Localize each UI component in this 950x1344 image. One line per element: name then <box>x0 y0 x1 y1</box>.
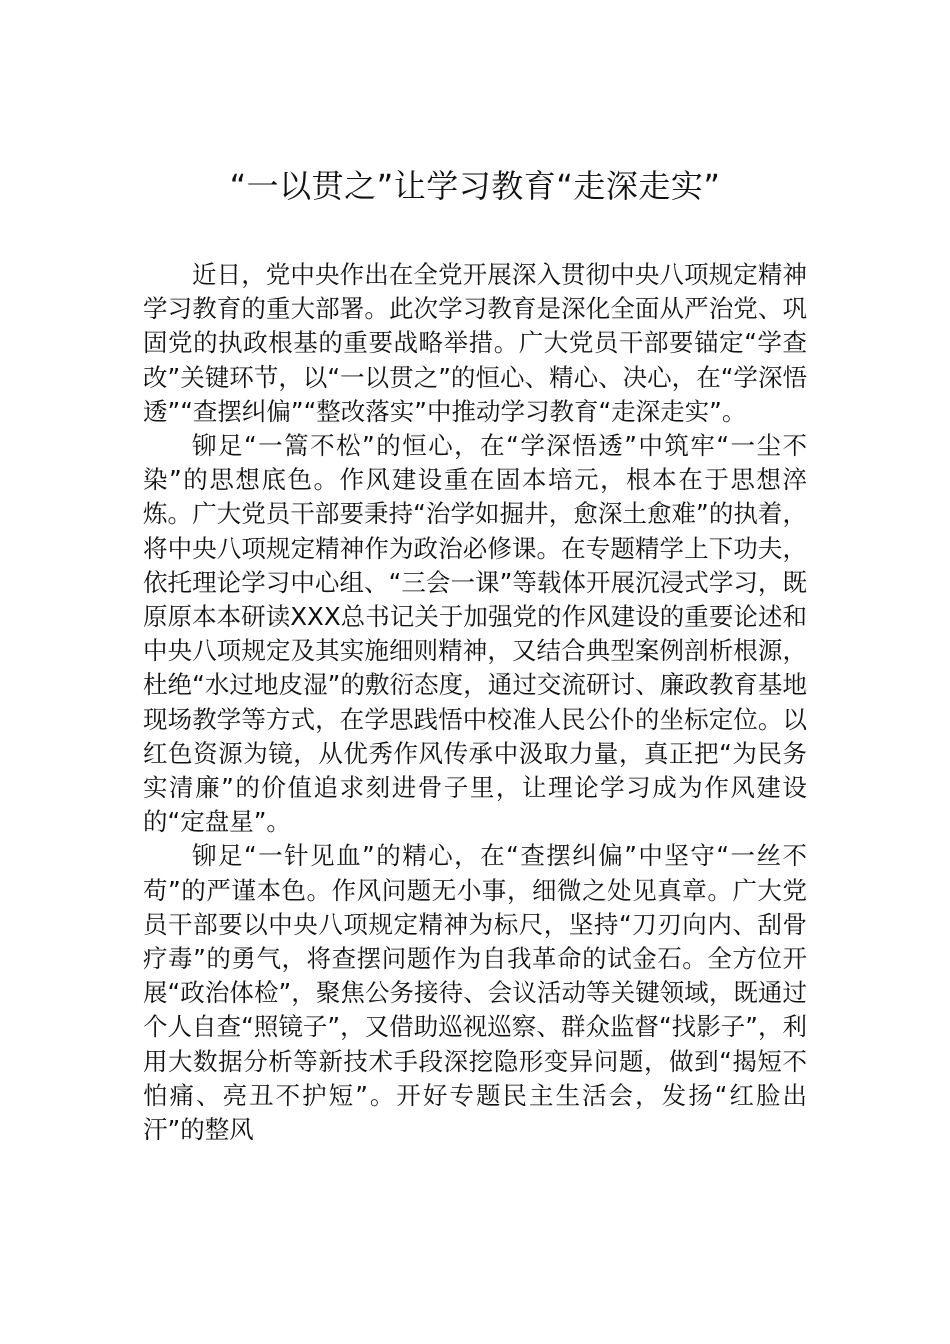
paragraph-2: 铆足“一篙不松”的恒心，在“学深悟透”中筑牢“一尘不染”的思想底色。作风建设重在固本培元，根本在于思想淬炼。广大党员干部要秉持“治学如掘井，愈深土愈难”的执着，将中央八项规定精神作为政治必修课。在专题精学上下功夫，依托理论学习中心组、“三会一课”等载体开展沉浸式学习，既原原本本研读XXX总书记关于加强党的作风建设的重要论述和中央八项规定及其实施细则精神，又结合典型案例剖析根源，杜绝“水过地皮湿”的敷衍态度，通过交流研讨、廉政教育基地现场教学等方式，在学思践悟中校准人民公仆的坐标定位。以红色资源为镜，从优秀作风传承中汲取力量，真正把“为民务实清廉”的价值追求刻进骨子里，让理论学习成为作风建设的“定盘星”。 <box>143 431 807 837</box>
paragraph-1: 近日，党中央作出在全党开展深入贯彻中央八项规定精神学习教育的重大部署。此次学习教育是深化全面从严治党、巩固党的执政根基的重要战略举措。广大党员干部要锚定“学查改”关键环节，以“一以贯之”的恒心、精心、决心，在“学深悟透”“查摆纠偏”“整改落实”中推动学习教育“走深走实”。 <box>143 260 807 426</box>
paragraph-3: 铆足“一针见血”的精心，在“查摆纠偏”中坚守“一丝不苟”的严谨本色。作风问题无小事，细微之处见真章。广大党员干部要以中央八项规定精神为标尺，坚持“刀刃向内、刮骨疗毒”的勇气，将查摆问题作为自我革命的试金石。全方位开展“政治体检”，聚焦公务接待、会议活动等关键领域，既通过个人自查“照镜子”，又借助巡视巡察、群众监督“找影子”，利用大数据分析等新技术手段深挖隐形变异问题，做到“揭短不怕痛、亮丑不护短”。开好专题民主生活会，发扬“红脸出汗”的整风 <box>143 841 807 1145</box>
document-title: “一以贯之”让学习教育“走深走实” <box>229 167 721 205</box>
document-body <box>143 258 807 1147</box>
